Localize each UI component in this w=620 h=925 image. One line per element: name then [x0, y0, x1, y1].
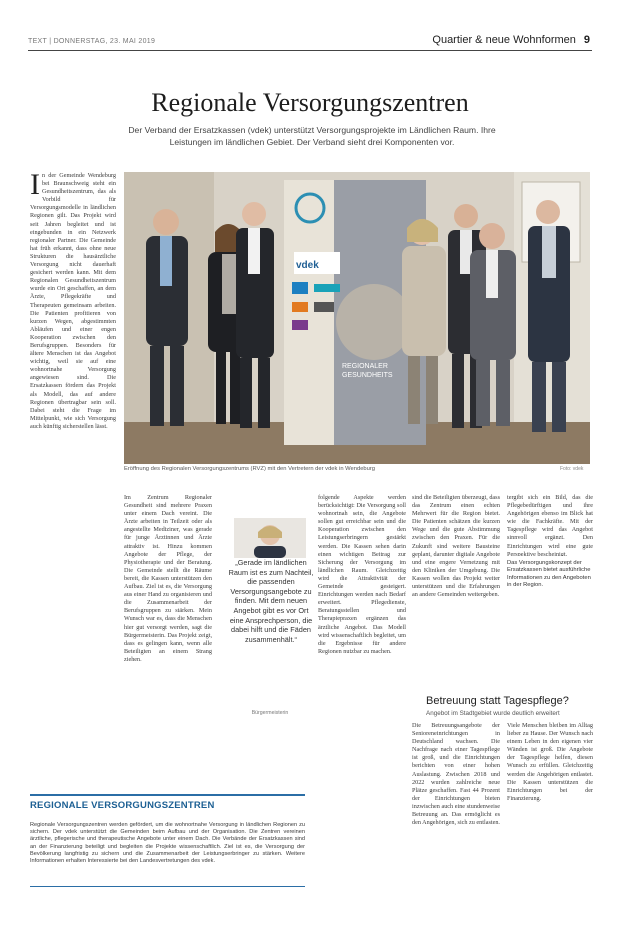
column-1-text: n der Gemeinde Wendeburg bei Braunschweig steht ein Gesundheitszentrum, das als Vorbild für Versorgungsmodelle in ländlichen Regionen gilt. Das Projekt wird seit Jahren begleitet und ist eingebunden in ein Netzwerk regionaler Partner. Die Gemeinde hat früh erkannt, dass ohne neue Strukturen die hausärztliche Versorgung nicht dauerhaft gesichert werden kann. Mit dem Regionalen Gesundheitszentrum wurde ein Ort geschaffen, an dem Ärzte, Pflegekräfte und Therapeuten gemeinsam arbeiten. Die Patienten profitieren von kurzen Wegen, abgestimmten Abläufen und einer engen Kooperation zwischen den Berufsgruppen. Besonders für ältere Menschen ist das Angebot wichtig, weil sie auf eine wohnortnahe Versorgung angewiesen sind. Die Ersatzkassen fördern das Projekt als Modell, das auf andere Regionen übertragbar sein soll. Dabei steht die Frage im Mittelpunkt, wie sich Versorgung auch künftig sicherstellen lässt. — [30, 172, 116, 430]
issue-line: TEXT | DONNERSTAG, 23. MAI 2019 — [28, 38, 156, 45]
article-column-5: sind die Beteiligten überzeugt, dass das Zentrum einen echten Mehrwert für die Region bietet. Die Patienten schätzen die kurzen Wege und die gute Abstimmung zwischen den Praxen. Für die Zukunft sind weitere Bausteine geplant, darunter digitale Angebote und eine engere Vernetzung mit den Kliniken der Umgebung. Die Kassen wollen das Projekt weiter unterstützen und die Erfahrungen an andere Gemeinden weitergeben. — [412, 494, 500, 599]
quote-source: Bürgermeisterin — [251, 710, 289, 716]
info-box-bottom-rule — [30, 886, 305, 887]
sidebar-column-a: Die Betreuungsangebote der Senioreneinrichtungen in Deutschland wachsen. Die Nachfrage nach einer Tagespflege ist groß, und die Einrichtungen berichten von einer hohen Auslastung. Zwischen 2018 und 2022 wurden zahlreiche neue Plätze geschaffen. Fast 44 Prozent der Einrichtungen bieten inzwischen auch eine stundenweise Betreuung an. Das ermöglicht es den Angehörigen, sich zu entlasten. — [412, 722, 500, 827]
group-photo — [124, 172, 590, 464]
page-number: 9 — [583, 34, 590, 46]
info-note: Das Versorgungskonzept der Ersatzkassen bietet ausführliche Informationen zu den Angeboten in der Region. — [507, 560, 591, 588]
article-column-2: Im Zentrum Regionaler Gesundheit sind mehrere Praxen unter einem Dach vereint. Die Ärzte arbeiten in Teilzeit oder als angestellte Mediziner, was gerade für junge Ärztinnen und Ärzte attraktiv ist. Hinzu kommen Angebote der Pflege, der Physiotherapie und der Beratung. Die Gemeinde stellt die Räume bereit, die Kassen unterstützen den Aufbau. Ziel ist es, die Versorgung aus einer Hand zu organisieren und die Zusammenarbeit der Berufsgruppen zu stärken. Mein Wunsch war es, dass die Menschen hier gut versorgt werden, sagt die Bürgermeisterin. Das Projekt zeigt, dass es gelingen kann, wenn alle Beteiligten an einem Strang ziehen. — [124, 494, 212, 663]
dropcap: I — [30, 172, 40, 201]
sidebar-headline: Betreuung statt Tagespflege? — [426, 695, 569, 707]
info-box-title: REGIONALE VERSORGUNGSZENTREN — [30, 800, 215, 811]
article-column-4: folgende Aspekte werden berücksichtigt: Die Versorgung soll wohnortnah sein, die Angebote sollen gut erreichbar sein und die Kooperation zwischen den Leistungserbringern gestärkt werden. Die Kassen sehen darin einen wichtigen Beitrag zur Sicherung der Versorgung im ländlichen Raum. Gleichzeitig wird die Attraktivität der Gemeinde gesteigert. Einrichtungen werden nach Bedarf erweitert. Pflegedienste, Beratungsstellen und Therapiepraxen ergänzen das ärztliche Angebot. Das Modell wird wissenschaftlich begleitet, um die Ergebnisse für andere Regionen nutzbar zu machen. — [318, 494, 406, 655]
photo-credit: Foto: vdek — [560, 466, 584, 472]
article-column-6: tergibt sich ein Bild, das die Pflegebedürftigen und ihre Angehörigen ebenso im Blick hat wie die Fachkräfte. Mit der Tagespflege wird das Angebot sinnvoll ergänzt. Den Einrichtungen wird eine gute Perspektive bescheinigt. — [507, 494, 593, 556]
banner-text: REGIONALER — [342, 363, 388, 370]
sidebar-deck: Angebot im Stadtgebiet wurde deutlich erweitert — [426, 710, 560, 717]
vdek-logo-text: vdek — [296, 260, 319, 271]
pull-quote: „Gerade im ländlichen Raum ist es zum Nachteil, die passenden Versorgungsangebote zu finden. Mit dem neuen Angebot gibt es vor Ort eine Ansprechperson, die dabei hilft und die Fäden zusammenhält.“ — [228, 558, 314, 644]
headline: Regionale Versorgungszentren — [151, 88, 469, 117]
svg-text:GESUNDHEITS: GESUNDHEITS — [342, 372, 393, 379]
sidebar-column-b: Viele Menschen bleiben im Alltag lieber zu Hause. Der Wunsch nach einem Leben in den eigenen vier Wänden ist groß. Die Angebote der Tagespflege helfen, diesen Wunsch zu erfüllen. Gleichzeitig werden die Angehörigen entlastet. Die Kassen unterstützen die Einrichtungen bei der Finanzierung. — [507, 722, 593, 802]
section-title: Quartier & neue Wohnformen — [432, 34, 576, 46]
deck: Der Verband der Ersatzkassen (vdek) unterstützt Versorgungsprojekte im Ländlichen Raum. Ihre Leistungen im ländlichen Gebiet. Der Verband sieht drei Komponenten vor. — [128, 125, 496, 147]
header-rule — [28, 50, 592, 51]
photo-caption: Eröffnung des Regionalen Versorgungszentrums (RVZ) mit den Vertretern der vdek in Wendeburg — [124, 466, 376, 472]
info-box-text: Regionale Versorgungszentren werden gefördert, um die wohnortnahe Versorgung in ländlichen Regionen zu sichern. Der vdek unterstützt die Gemeinden beim Aufbau und der Organisation. Die Zentren vereinen ärztliche, pflegerische und therapeutische Angebote unter einem Dach. Die Verbände der Ersatzkassen sind an der Finanzierung beteiligt und begleiten die Projekte wissenschaftlich. Ziel ist es, die Versorgung der Bevölkerung langfristig zu sichern und die Zusammenarbeit der Leistungserbringer zu stärken. Weitere Informationen erhalten Interessierte bei den Landesvertretungen des vdek. — [30, 822, 305, 865]
portrait-photo — [234, 518, 306, 558]
group-photo-illustration — [124, 172, 590, 464]
info-box-top-rule — [30, 794, 305, 796]
section-label — [432, 34, 590, 46]
article-column-1 — [30, 172, 116, 717]
